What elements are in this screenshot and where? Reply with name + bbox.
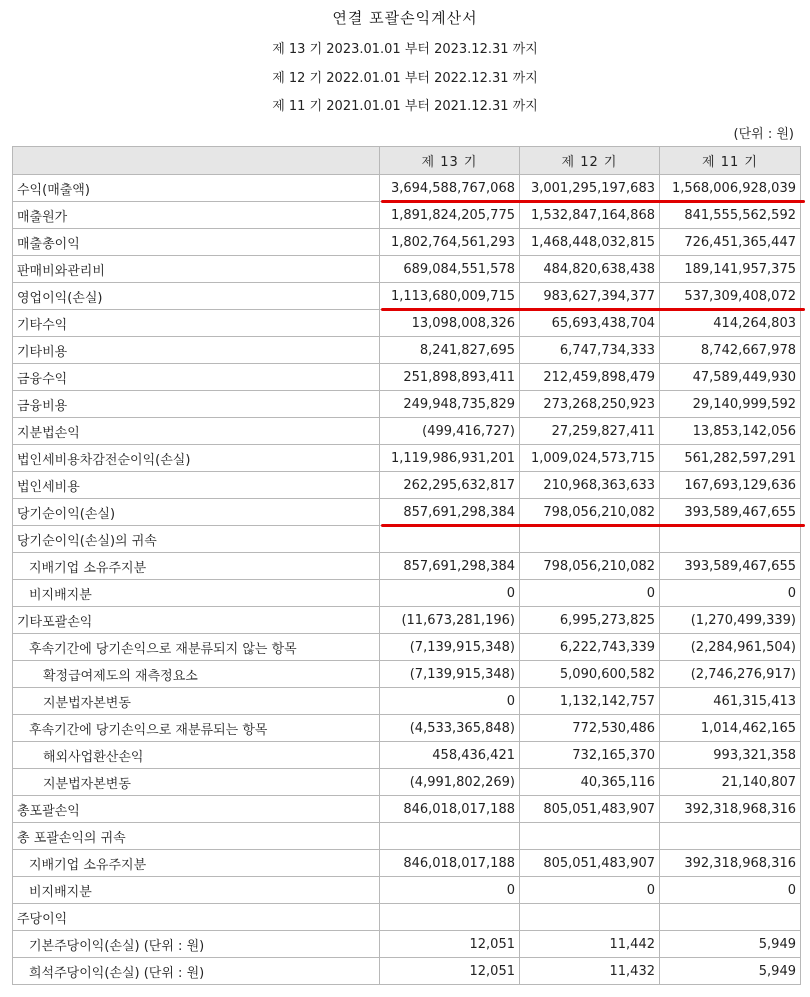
value-cell-v12: [520, 823, 660, 850]
row-label: 영업이익(손실): [13, 283, 380, 310]
table-row: [13, 580, 801, 607]
row-label: 주당이익: [13, 904, 380, 931]
value-cell-v13: 0: [380, 580, 520, 607]
value-cell-v12: 798,056,210,082: [520, 553, 660, 580]
value-cell-v13: (499,416,727): [380, 418, 520, 445]
header-period-13: 제 13 기: [380, 147, 520, 175]
header-item: [13, 147, 380, 175]
value-cell-v13: (4,991,802,269): [380, 769, 520, 796]
table-row: [13, 283, 801, 310]
table-row: [13, 823, 801, 850]
value-cell-v12: 11,442: [520, 931, 660, 958]
row-label: 비지배지분: [13, 877, 380, 904]
table-row: [13, 661, 801, 688]
value-cell-v12: 1,132,142,757: [520, 688, 660, 715]
table-row: [13, 607, 801, 634]
table-row: [13, 418, 801, 445]
row-label: 해외사업환산손익: [13, 742, 380, 769]
value-cell-v13: 13,098,008,326: [380, 310, 520, 337]
value-cell-v11: 392,318,968,316: [660, 796, 801, 823]
value-cell-v11: 47,589,449,930: [660, 364, 801, 391]
value-cell-v11: 393,589,467,655: [660, 553, 801, 580]
value-cell-v12: 6,747,734,333: [520, 337, 660, 364]
value-cell-v11: 561,282,597,291: [660, 445, 801, 472]
value-cell-v13: [380, 904, 520, 931]
row-label: 지분법자본변동: [13, 769, 380, 796]
value-cell-v12: 805,051,483,907: [520, 850, 660, 877]
table-row: [13, 688, 801, 715]
row-label: 후속기간에 당기손익으로 재분류되는 항목: [13, 715, 380, 742]
row-label: 매출총이익: [13, 229, 380, 256]
table-row: [13, 337, 801, 364]
value-cell-v11: (1,270,499,339): [660, 607, 801, 634]
value-cell-v11: 841,555,562,592: [660, 202, 801, 229]
table-row: [13, 526, 801, 553]
period-line-12: 제 12 기 2022.01.01 부터 2022.12.31 까지: [272, 71, 538, 86]
value-cell-v12: 6,995,273,825: [520, 607, 660, 634]
value-cell-v11: 1,014,462,165: [660, 715, 801, 742]
value-cell-v13: 1,119,986,931,201: [380, 445, 520, 472]
header-period-11: 제 11 기: [660, 147, 801, 175]
row-label: 법인세비용: [13, 472, 380, 499]
table-row: [13, 391, 801, 418]
value-cell-v13: 0: [380, 688, 520, 715]
row-label: 판매비와관리비: [13, 256, 380, 283]
value-cell-v11: 5,949: [660, 931, 801, 958]
row-label: 매출원가: [13, 202, 380, 229]
value-cell-v13: 857,691,298,384: [380, 553, 520, 580]
table-row: [13, 364, 801, 391]
value-cell-v11: [660, 904, 801, 931]
table-row: [13, 634, 801, 661]
value-cell-v13: 1,891,824,205,775: [380, 202, 520, 229]
row-label: 수익(매출액): [13, 175, 380, 202]
red-underline-mark: [381, 524, 805, 527]
table-row: [13, 553, 801, 580]
table-row: [13, 904, 801, 931]
row-label: 금융비용: [13, 391, 380, 418]
row-label: 금융수익: [13, 364, 380, 391]
value-cell-v13: 12,051: [380, 931, 520, 958]
row-label: 당기순이익(손실): [13, 499, 380, 526]
value-cell-v12: 6,222,743,339: [520, 634, 660, 661]
value-cell-v13: (7,139,915,348): [380, 661, 520, 688]
value-cell-v11: (2,284,961,504): [660, 634, 801, 661]
value-cell-v12: [520, 904, 660, 931]
value-cell-v13: [380, 823, 520, 850]
value-cell-v13: (11,673,281,196): [380, 607, 520, 634]
table-row: [13, 931, 801, 958]
value-cell-v11: 537,309,408,072: [660, 283, 801, 310]
value-cell-v13: 262,295,632,817: [380, 472, 520, 499]
value-cell-v12: 27,259,827,411: [520, 418, 660, 445]
value-cell-v12: 0: [520, 877, 660, 904]
table-row: [13, 499, 801, 526]
value-cell-v11: 29,140,999,592: [660, 391, 801, 418]
value-cell-v12: 212,459,898,479: [520, 364, 660, 391]
value-cell-v11: 461,315,413: [660, 688, 801, 715]
value-cell-v12: 5,090,600,582: [520, 661, 660, 688]
value-cell-v11: [660, 526, 801, 553]
value-cell-v11: 13,853,142,056: [660, 418, 801, 445]
period-line-13: 제 13 기 2023.01.01 부터 2023.12.31 까지: [272, 42, 538, 57]
value-cell-v11: [660, 823, 801, 850]
header-period-12: 제 12 기: [520, 147, 660, 175]
value-cell-v11: 167,693,129,636: [660, 472, 801, 499]
value-cell-v12: 1,532,847,164,868: [520, 202, 660, 229]
table-row: [13, 256, 801, 283]
value-cell-v13: 846,018,017,188: [380, 850, 520, 877]
value-cell-v11: 393,589,467,655: [660, 499, 801, 526]
row-label: 총포괄손익: [13, 796, 380, 823]
value-cell-v13: 3,694,588,767,068: [380, 175, 520, 202]
table-row: [13, 958, 801, 985]
value-cell-v12: 210,968,363,633: [520, 472, 660, 499]
value-cell-v12: 732,165,370: [520, 742, 660, 769]
value-cell-v12: 805,051,483,907: [520, 796, 660, 823]
table-row: [13, 715, 801, 742]
value-cell-v11: 414,264,803: [660, 310, 801, 337]
row-label: 확정급여제도의 재측정요소: [13, 661, 380, 688]
value-cell-v12: 273,268,250,923: [520, 391, 660, 418]
table-body: [13, 175, 801, 985]
value-cell-v13: [380, 526, 520, 553]
income-statement-table: [12, 146, 801, 985]
table-row: [13, 769, 801, 796]
row-label: 지분법손익: [13, 418, 380, 445]
row-label: 당기순이익(손실)의 귀속: [13, 526, 380, 553]
value-cell-v13: 249,948,735,829: [380, 391, 520, 418]
row-label: 비지배지분: [13, 580, 380, 607]
value-cell-v11: 726,451,365,447: [660, 229, 801, 256]
row-label: 지배기업 소유주지분: [13, 553, 380, 580]
value-cell-v11: 8,742,667,978: [660, 337, 801, 364]
header-row: [13, 147, 801, 175]
value-cell-v11: 0: [660, 580, 801, 607]
value-cell-v13: 846,018,017,188: [380, 796, 520, 823]
row-label: 법인세비용차감전순이익(손실): [13, 445, 380, 472]
red-underline-mark: [381, 200, 805, 203]
row-label: 기타수익: [13, 310, 380, 337]
row-label: 기타비용: [13, 337, 380, 364]
value-cell-v11: 5,949: [660, 958, 801, 985]
value-cell-v12: 1,009,024,573,715: [520, 445, 660, 472]
table-row: [13, 202, 801, 229]
value-cell-v12: 983,627,394,377: [520, 283, 660, 310]
value-cell-v13: 1,113,680,009,715: [380, 283, 520, 310]
value-cell-v13: 857,691,298,384: [380, 499, 520, 526]
value-cell-v12: 40,365,116: [520, 769, 660, 796]
value-cell-v13: (7,139,915,348): [380, 634, 520, 661]
value-cell-v13: 0: [380, 877, 520, 904]
table-row: [13, 229, 801, 256]
table-row: [13, 850, 801, 877]
value-cell-v12: 65,693,438,704: [520, 310, 660, 337]
value-cell-v11: 21,140,807: [660, 769, 801, 796]
value-cell-v13: 689,084,551,578: [380, 256, 520, 283]
table-row: [13, 742, 801, 769]
table-row: [13, 877, 801, 904]
value-cell-v12: 1,468,448,032,815: [520, 229, 660, 256]
row-label: 기본주당이익(손실) (단위 : 원): [13, 931, 380, 958]
period-line-11: 제 11 기 2021.01.01 부터 2021.12.31 까지: [272, 99, 538, 114]
table-row: [13, 472, 801, 499]
value-cell-v12: 11,432: [520, 958, 660, 985]
value-cell-v12: 0: [520, 580, 660, 607]
row-label: 후속기간에 당기손익으로 재분류되지 않는 항목: [13, 634, 380, 661]
value-cell-v12: 484,820,638,438: [520, 256, 660, 283]
row-label: 기타포괄손익: [13, 607, 380, 634]
value-cell-v13: (4,533,365,848): [380, 715, 520, 742]
value-cell-v13: 251,898,893,411: [380, 364, 520, 391]
value-cell-v12: 772,530,486: [520, 715, 660, 742]
row-label: 지분법자본변동: [13, 688, 380, 715]
value-cell-v13: 458,436,421: [380, 742, 520, 769]
value-cell-v13: 12,051: [380, 958, 520, 985]
value-cell-v11: 189,141,957,375: [660, 256, 801, 283]
row-label: 지배기업 소유주지분: [13, 850, 380, 877]
row-label: 희석주당이익(손실) (단위 : 원): [13, 958, 380, 985]
value-cell-v12: [520, 526, 660, 553]
table-row: [13, 310, 801, 337]
value-cell-v12: 798,056,210,082: [520, 499, 660, 526]
table-row: [13, 175, 801, 202]
value-cell-v11: 0: [660, 877, 801, 904]
statement-title: 연결 포괄손익계산서: [332, 9, 478, 27]
value-cell-v11: 1,568,006,928,039: [660, 175, 801, 202]
value-cell-v12: 3,001,295,197,683: [520, 175, 660, 202]
value-cell-v11: (2,746,276,917): [660, 661, 801, 688]
red-underline-mark: [381, 308, 805, 311]
unit-label: (단위 : 원): [733, 127, 794, 142]
value-cell-v11: 993,321,358: [660, 742, 801, 769]
value-cell-v13: 8,241,827,695: [380, 337, 520, 364]
table-row: [13, 796, 801, 823]
table-row: [13, 445, 801, 472]
value-cell-v13: 1,802,764,561,293: [380, 229, 520, 256]
value-cell-v11: 392,318,968,316: [660, 850, 801, 877]
row-label: 총 포괄손익의 귀속: [13, 823, 380, 850]
